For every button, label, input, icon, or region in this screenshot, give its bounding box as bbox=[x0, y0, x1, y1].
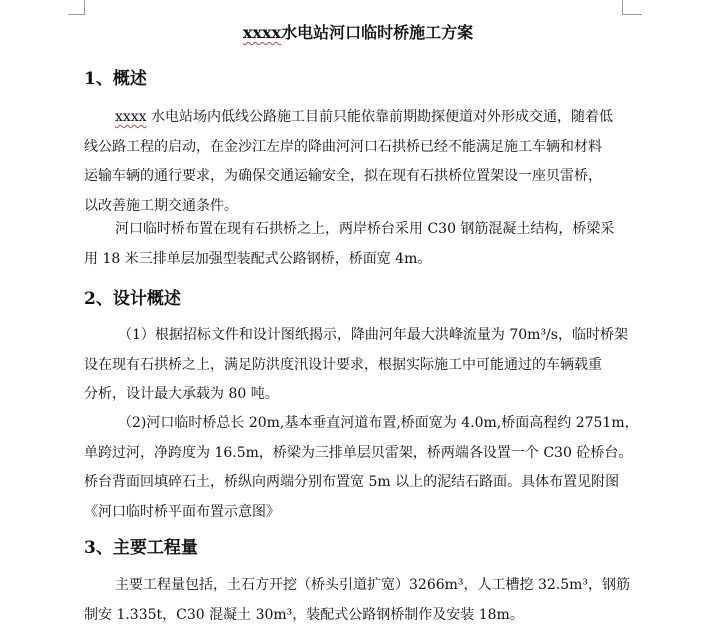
paragraph bbox=[84, 215, 644, 274]
crop-mark bbox=[68, 14, 85, 15]
paragraph-line: 线公路工程的启动，在金沙江左岸的降曲河河口石拱桥已经不能满足施工车辆和材料 bbox=[84, 138, 602, 155]
paragraph-line: 单跨过河，净跨度为 16.5m，桥梁为三排单层贝雷架，桥两端各设置一个 C30 砼桥台。 bbox=[84, 444, 633, 461]
paragraph-line: 河口临时桥布置在现有石拱桥之上，两岸桥台采用 C30 钢筋混凝土结构，桥梁采 bbox=[115, 221, 615, 237]
paragraph-line: （1）根据招标文件和设计图纸揭示，降曲河年最大洪峰流量为 70m³/s，临时桥架 bbox=[118, 327, 628, 343]
paragraph-line: 主要工程量包括，土石方开挖（桥头引道扩宽）3266m³，人工槽挖 32.5m³，钢筋 bbox=[115, 577, 631, 593]
paragraph-line: 分析，设计最大承载为 80 吨。 bbox=[84, 386, 279, 402]
title-text: 水电站河口临时桥施工方案 bbox=[281, 23, 474, 42]
paragraph-line: 设在现有石拱桥之上，满足防洪度汛设计要求，根据实际施工中可能通过的车辆载重 bbox=[84, 356, 602, 373]
paragraph bbox=[84, 409, 644, 527]
paragraph-line: 《河口临时桥平面布置示意图》 bbox=[84, 503, 280, 520]
crop-mark bbox=[622, 14, 642, 15]
title-prefix: xxxx bbox=[242, 23, 282, 42]
section-heading-overview: 1、概述 bbox=[84, 69, 147, 89]
document-title bbox=[0, 22, 716, 44]
paragraph-line: （2)河口临时桥总长 20m,基本垂直河道布置,桥面宽为 4.0m,桥面高程约 2751m， bbox=[118, 415, 639, 431]
crop-mark bbox=[622, 0, 623, 14]
project-name-placeholder: xxxx bbox=[115, 109, 147, 125]
paragraph bbox=[84, 103, 644, 221]
crop-mark bbox=[84, 0, 85, 14]
paragraph bbox=[84, 321, 644, 410]
paragraph-line: 以改善施工期交通条件。 bbox=[84, 197, 238, 214]
paragraph-line: 水电站场内低线公路施工目前只能依靠前期勘探便道对外形成交通，随着低 bbox=[146, 109, 614, 125]
paragraph-line: 桥台背面回填碎石土，桥纵向两端分别布置宽 5m 以上的泥结石路面。具体布置见附图 bbox=[84, 474, 620, 490]
section-heading-quantities: 3、主要工程量 bbox=[84, 538, 198, 558]
paragraph-line: 制安 1.335t，C30 混凝土 30m³，装配式公路钢桥制作及安装 18m。 bbox=[84, 606, 524, 623]
paragraph bbox=[84, 571, 644, 630]
paragraph-line: 用 18 米三排单层加强型装配式公路钢桥，桥面宽 4m。 bbox=[84, 250, 432, 267]
paragraph-line: 运输车辆的通行要求，为确保交通运输安全，拟在现有石拱桥位置架设一座贝雷桥， bbox=[84, 168, 602, 184]
section-heading-design: 2、设计概述 bbox=[84, 289, 181, 309]
